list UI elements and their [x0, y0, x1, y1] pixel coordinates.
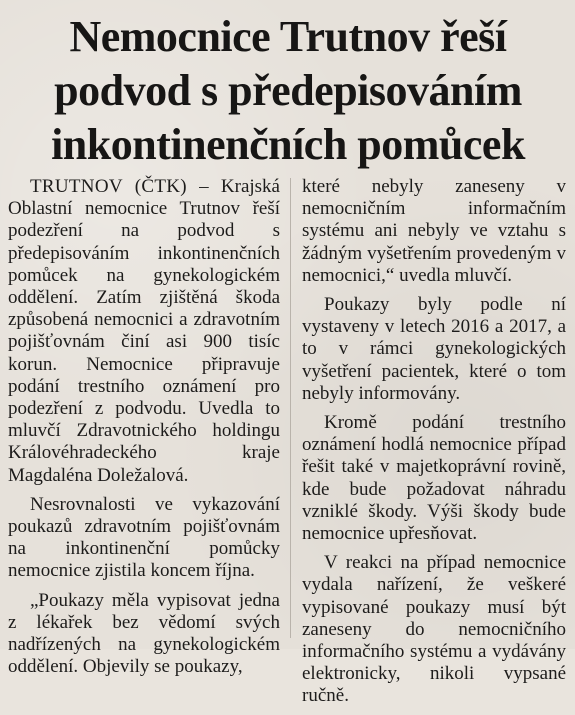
column-divider: [290, 178, 291, 638]
article-column-right: [302, 176, 566, 715]
headline-line: inkontinenčních pomůcek: [51, 120, 525, 169]
article-paragraph: Kromě podání trestního oznámení hodlá nemocnice případ řešit také v majetkoprávní rovině, kde bude požadovat náhradu vzniklé škody. Výši škody bude nemocnice upřesňovat.: [302, 412, 566, 545]
paragraph-text: Krajská Oblastní nemocnice Trutnov řeší podezření na podvod s předepisováním inkontinenčních pomůcek na gynekologickém oddělení. Zatím zjištěná škoda způsobená nemocnici a zdravotním pojišťovnám činí asi 900 tisíc korun. Nemocnice připravuje podání trestního oznámení pro podezření z podvodu. Uvedla to mluvčí Zdravotnického holdingu Královéhradeckého kraje Magdaléna Doležalová.: [8, 176, 280, 486]
headline-line: podvod s předepisováním: [54, 66, 522, 115]
headline-line: Nemocnice Trutnov řeší: [69, 12, 507, 61]
article-paragraph: V reakci na případ nemocnice vydala nařízení, že veškeré vypisované poukazy musí být zaneseny do nemocničního informačního systému a vydávány elektronicky, nikoli vypsané ručně.: [302, 552, 566, 707]
article-column-left: [8, 176, 280, 685]
article-paragraph: „Poukazy měla vypisovat jedna z lékařek bez vědomí svých nadřízených na gynekologickém oddělení. Objevily se poukazy,: [8, 589, 280, 678]
article-paragraph: Nesrovnalosti ve vykazování poukazů zdravotním pojišťovnám na inkontinenční pomůcky nemocnice zjistila koncem října.: [8, 493, 280, 582]
article-paragraph: které nebyly zaneseny v nemocničním informačním systému ani nebyly ve vztahu s žádným vyšetřením provedeným v nemocnici,“ uvedla mluvčí.: [302, 176, 566, 286]
article-paragraph: Poukazy byly podle ní vystaveny v letech 2016 a 2017, a to v rámci gynekologických vyšetření pacientek, které o tom nebyly informovány.: [302, 294, 566, 404]
article-dateline: TRUTNOV (ČTK) –: [30, 176, 209, 197]
article-paragraph: [8, 176, 280, 487]
article-headline: [8, 10, 568, 172]
